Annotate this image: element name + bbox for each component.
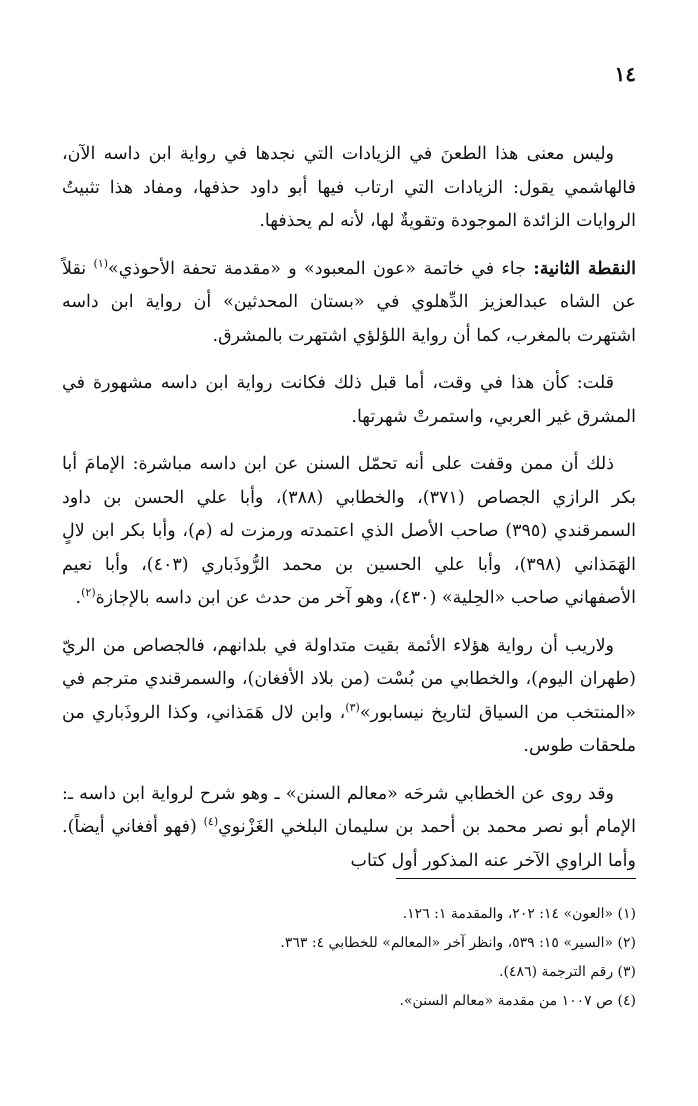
paragraph-6 — [62, 778, 636, 879]
footnote-divider — [396, 878, 636, 879]
paragraph-text-cont: . — [75, 588, 82, 608]
paragraph-2 — [62, 253, 636, 354]
paragraph-text-cont: (فهو أفغاني أيضاً). وأما الراوي الآخر عنه المذكور أول كتاب — [62, 817, 636, 871]
paragraph-1 — [62, 138, 636, 239]
footnote-1: (١) «العون» ١٤: ٢٠٢، والمقدمة ١: ١٢٦. — [402, 906, 636, 922]
paragraph-text: وليس معنى هذا الطعنَ في الزيادات التي نجدها في رواية ابن داسه الآن، فالهاشمي يقول: الزيادات التي ارتاب فيها أبو داود حذفها، ومفاد هذا تثبيتُ الروايات الزائدة الموجودة وتقويةٌ لها، لأنه لم يحذفها. — [62, 144, 636, 231]
paragraph-5 — [62, 630, 636, 764]
paragraph-4 — [62, 448, 636, 616]
body-text — [62, 138, 636, 892]
paragraph-text: ذلك أن ممن وقفت على أنه تحمّل السنن عن ابن داسه مباشرة: الإمامَ أبا بكر الرازي الجصاص (٣٧١)، والخطابي (٣٨٨)، وأبا علي الحسن بن داود السمرقندي (٣٩٥) صاحب الأصل الذي اعتمدته ورمزت له (م)، وأبا بكر ابن لالٍ الهَمَذاني (٣٩٨)، وأبا علي الحسين بن محمد الرُّوذَباري (٤٠٣)، وأبا نعيم الأصفهاني صاحب «الحِلية» (٤٣٠)، وهو آخر من حدث عن ابن داسه بالإجازة — [62, 454, 637, 608]
footnote-ref-1[interactable]: (١) — [93, 256, 109, 270]
footnote-3: (٣) رقم الترجمة (٤٨٦). — [499, 964, 636, 980]
footnote-2: (٢) «السير» ١٥: ٥٣٩، وانظر آخر «المعالم» للخطابي ٤: ٣٦٣. — [280, 935, 636, 951]
paragraph-text: ولاريب أن رواية هؤلاء الأئمة بقيت متداولة في بلدانهم، فالجصاص من الريّ (طهران اليوم)، والخطابي من بُسْت (من بلاد الأفغان)، والسمرقندي مترجم في «المنتخب من السياق لتاريخ نيسابور» — [62, 635, 636, 723]
footnote-ref-4[interactable]: (٤) — [203, 815, 219, 829]
footnote-4: (٤) ص ١٠٠٧ من مقدمة «معالم السنن». — [399, 993, 636, 1009]
paragraph-3 — [62, 367, 636, 434]
footnotes — [62, 900, 636, 1016]
footnote-ref-2[interactable]: (٢) — [81, 586, 96, 600]
footnote-ref-3[interactable]: (٣) — [345, 700, 360, 714]
paragraph-text-cont: ، وابن لال هَمَذاني، وكذا الروذَباري من ملحقات طوس. — [62, 702, 636, 756]
paragraph-lead: النقطة الثانية: — [533, 258, 636, 279]
paragraph-text: وقد روى عن الخطابي شرحَه «معالم السنن» ـ وهو شرح لرواية ابن داسه ـ: الإمام أبو نصر محمد بن أحمد بن سليمان البلخي الغَزْنوي — [62, 783, 636, 837]
paragraph-text: جاء في خاتمة «عون المعبود» و «مقدمة تحفة الأحوذي» — [108, 258, 534, 279]
paragraph-text-cont: نقلاً عن الشاه عبدالعزيز الدِّهلوي في «بستان المحدثين» أن رواية ابن داسه اشتهرت بالمغرب، كما أن رواية اللؤلؤي اشتهرت بالمشرق. — [62, 258, 636, 346]
page-number: ١٤ — [614, 62, 636, 86]
paragraph-text: قلت: كأن هذا في وقت، أما قبل ذلك فكانت رواية ابن داسه مشهورة في المشرق غير العربي، واستمرتْ شهرتها. — [62, 373, 636, 427]
